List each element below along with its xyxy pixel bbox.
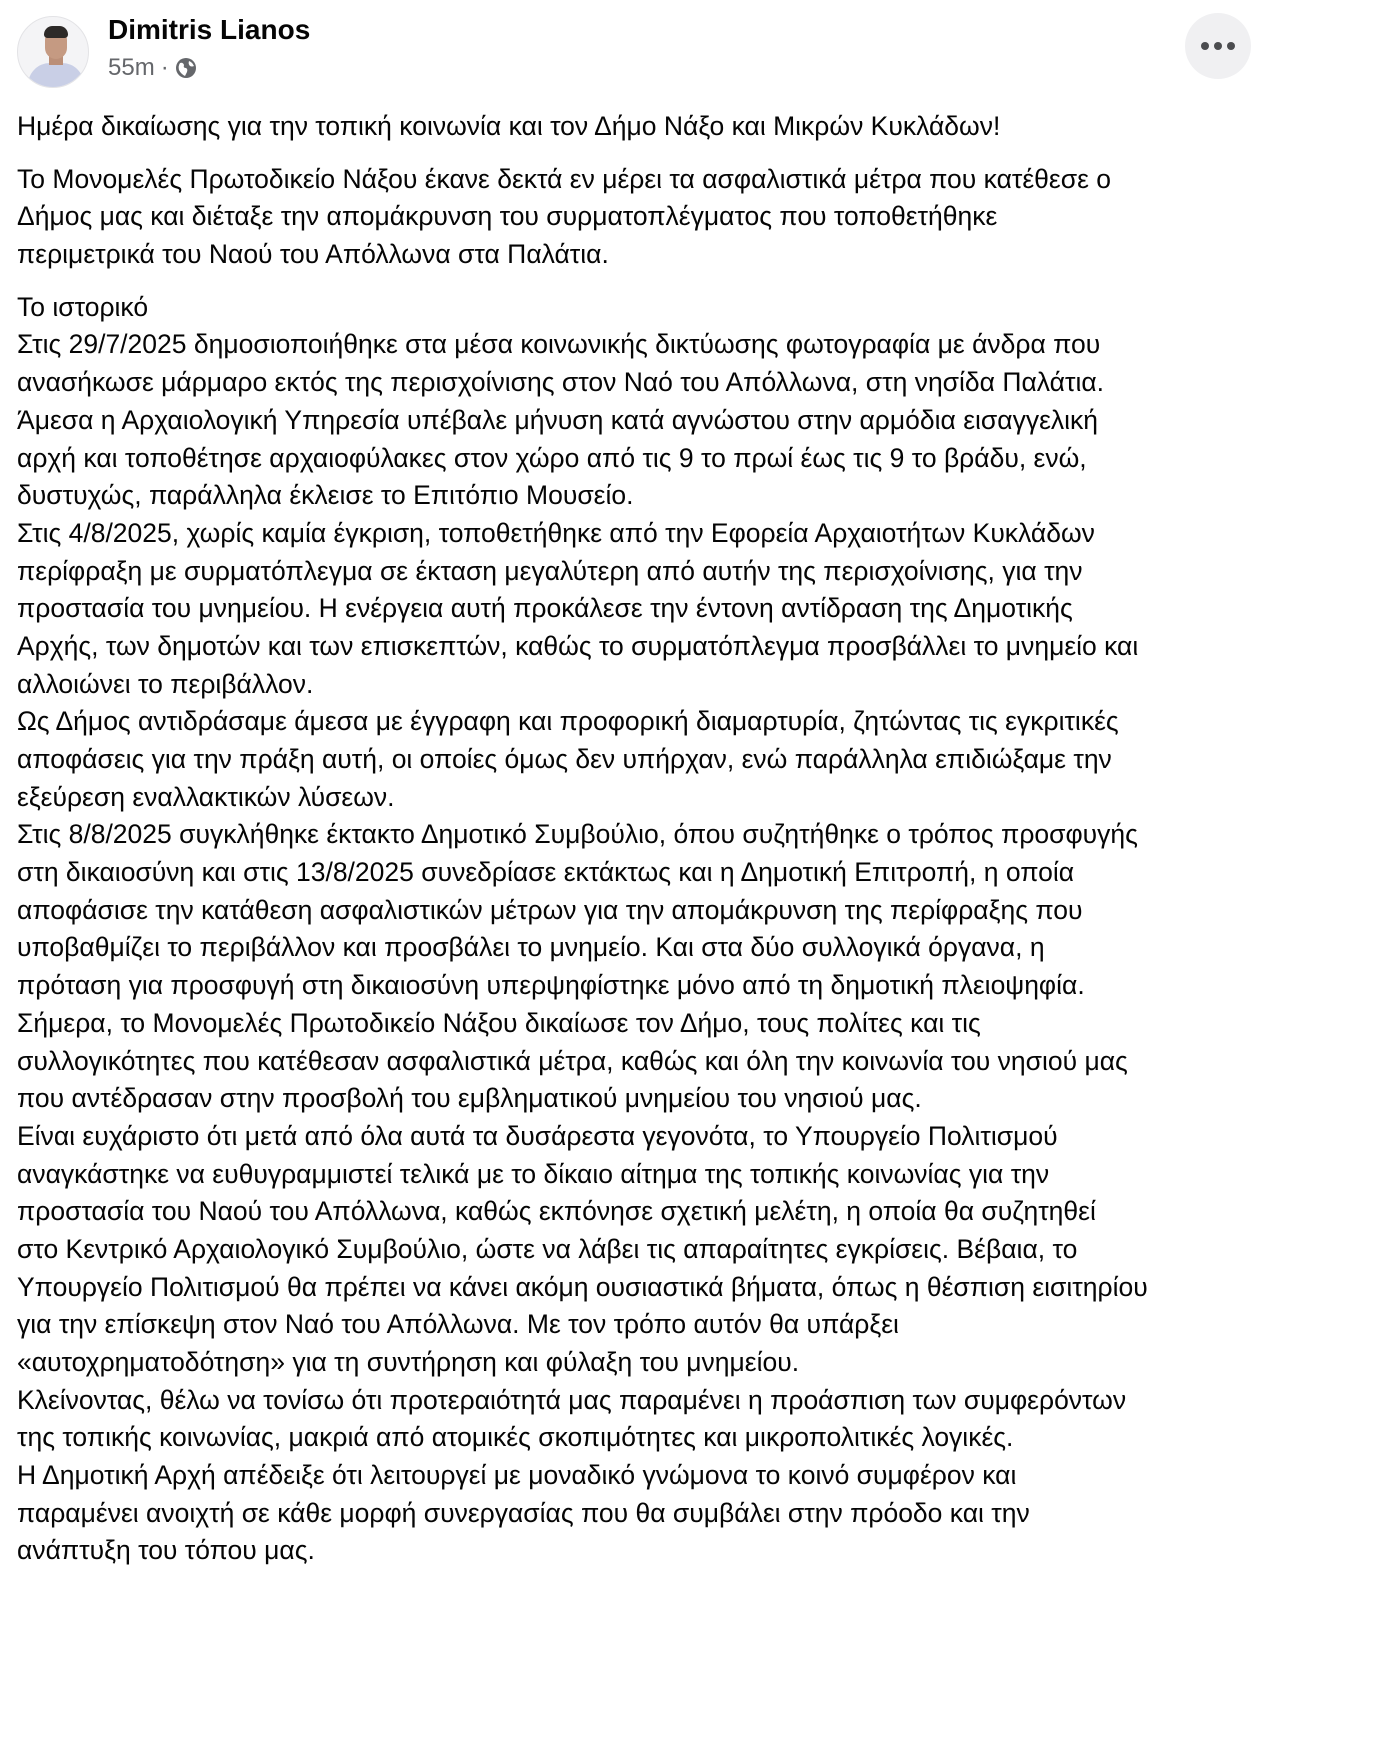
post-text-line: για την επίσκεψη στον Ναό του Απόλλωνα. Με τον τρόπο αυτόν θα υπάρξει (17, 1309, 899, 1340)
post-text-line: που αντέδρασαν στην προσβολή του εμβληματικού μνημείου του νησιού μας. (17, 1083, 922, 1114)
post-text-line: εξεύρεση εναλλακτικών λύσεων. (17, 781, 395, 812)
post-text-line: Ημέρα δικαίωσης για την τοπική κοινωνία και τον Δήμο Νάξο και Μικρών Κυκλάδων! (17, 111, 1001, 141)
more-options-icon-dot (1201, 42, 1209, 50)
post-text-line: Δήμος μας και διέταξε την απομάκρυνση του συρματοπλέγματος που τοποθετήθηκε (17, 201, 998, 232)
post-header (0, 0, 1390, 100)
post-text-line: της τοπικής κοινωνίας, μακριά από ατομικές σκοπιμότητες και μικροπολιτικές λογικές. (17, 1422, 1014, 1453)
post-text-line: Είναι ευχάριστο ότι μετά από όλα αυτά τα δυσάρεστα γεγονότα, το Υπουργείο Πολιτισμού (17, 1120, 1058, 1151)
post-paragraph (17, 289, 1390, 1570)
post-meta (108, 54, 197, 82)
globe-icon[interactable] (175, 57, 197, 79)
post-text-line: περίφραξη με συρματόπλεγμα σε έκταση μεγαλύτερη από αυτήν της περισχοίνισης, για την (17, 555, 1083, 586)
post-paragraph (17, 161, 1390, 274)
post-text-line: Το ιστορικό (17, 291, 149, 322)
post-text-line: Στις 8/8/2025 συγκλήθηκε έκτακτο Δημοτικό Συμβούλιο, όπου συζητήθηκε ο τρόπος προσφυγής (17, 819, 1138, 850)
post-text-line: δυστυχώς, παράλληλα έκλεισε το Επιτόπιο Μουσείο. (17, 480, 634, 511)
post-timestamp[interactable]: 55m (108, 54, 155, 81)
paragraph-gap (17, 146, 1390, 161)
post-text-line: πρόταση για προσφυγή στη δικαιοσύνη υπερψηφίστηκε μόνο από τη δημοτική πλειοψηφία. (17, 970, 1085, 1001)
avatar-shirt (28, 63, 84, 88)
post-text-line: Στις 29/7/2025 δημοσιοποιήθηκε στα μέσα κοινωνικής δικτύωσης φωτογραφία με άνδρα που (17, 329, 1101, 360)
post-text-line: Υπουργείο Πολιτισμού θα πρέπει να κάνει ακόμη ουσιαστικά βήματα, όπως η θέσπιση εισιτηρίου (17, 1271, 1148, 1302)
author-name[interactable]: Dimitris Lianos (108, 14, 311, 45)
post-text-line: αρχή και τοποθέτησε αρχαιοφύλακες στον χώρο από τις 9 το πρωί έως τις 9 το βράδυ, ενώ, (17, 442, 1087, 473)
post-text-line: Άμεσα η Αρχαιολογική Υπηρεσία υπέβαλε μήνυση κατά αγνώστου στην αρμόδια εισαγγελική (17, 404, 1099, 435)
post-text-line: ανασήκωσε μάρμαρο εκτός της περισχοίνισης στον Ναό του Απόλλωνα, στη νησίδα Παλάτια. (17, 367, 1105, 398)
more-options-icon-dot (1214, 42, 1222, 50)
post-text-line: περιμετρικά του Ναού του Απόλλωνα στα Παλάτια. (17, 239, 609, 270)
post-text-line: συλλογικότητες που κατέθεσαν ασφαλιστικά μέτρα, καθώς και όλη την κοινωνία του νησιού μας (17, 1045, 1128, 1076)
post-text-line: Κλείνοντας, θέλω να τονίσω ότι προτεραιότητά μας παραμένει η προάσπιση των συμφερόντων (17, 1384, 1127, 1415)
post-text-line: στο Κεντρικό Αρχαιολογικό Συμβούλιο, ώστε να λάβει τις απαραίτητες εγκρίσεις. Βέβαια, το (17, 1233, 1078, 1264)
post-body (17, 108, 1390, 1570)
post-text-line: υποβαθμίζει το περιβάλλον και προσβάλει το μνημείο. Και στα δύο συλλογικά όργανα, η (17, 932, 1045, 963)
post-text-line: ανάπτυξη του τόπου μας. (17, 1535, 315, 1566)
author-avatar[interactable] (17, 16, 89, 88)
paragraph-gap (17, 274, 1390, 289)
post-text-line: Σήμερα, το Μονομελές Πρωτοδικείο Νάξου δικαίωσε τον Δήμο, τους πολίτες και τις (17, 1007, 981, 1038)
post-text-line: παραμένει ανοιχτή σε κάθε μορφή συνεργασίας που θα συμβάλει στην πρόοδο και την (17, 1497, 1030, 1528)
more-options-icon-dot (1227, 42, 1235, 50)
post-paragraph (17, 108, 1390, 146)
post-text-line: προστασία του Ναού του Απόλλωνα, καθώς εκπόνησε σχετική μελέτη, η οποία θα συζητηθεί (17, 1196, 1096, 1227)
post-text-line: αποφάσεις για την πράξη αυτή, οι οποίες όμως δεν υπήρχαν, ενώ παράλληλα επιδιώξαμε την (17, 744, 1112, 774)
post-text-line: Ως Δήμος αντιδράσαμε άμεσα με έγγραφη και προφορική διαμαρτυρία, ζητώντας τις εγκριτικές (17, 706, 1119, 737)
post-text-line: στη δικαιοσύνη και στις 13/8/2025 συνεδρίασε εκτάκτως και η Δημοτική Επιτροπή, η οποία (17, 857, 1075, 888)
post-text-line: «αυτοχρηματοδότηση» για τη συντήρηση και φύλαξη του μνημείου. (17, 1347, 800, 1377)
post-text-line: αλλοιώνει το περιβάλλον. (17, 668, 314, 699)
post-text-line: Η Δημοτική Αρχή απέδειξε ότι λειτουργεί με μοναδικό γνώμονα το κοινό συμφέρον και (17, 1460, 1017, 1491)
post-text-line: αποφάσισε την κατάθεση ασφαλιστικών μέτρων για την απομάκρυνση της περίφραξης που (17, 894, 1083, 925)
post-text-line: αναγκάστηκε να ευθυγραμμιστεί τελικά με το δίκαιο αίτημα της τοπικής κοινωνίας για την (17, 1158, 1050, 1189)
meta-separator: · (160, 54, 169, 81)
post-text-line: Το Μονομελές Πρωτοδικείο Νάξου έκανε δεκτά εν μέρει τα ασφαλιστικά μέτρα που κατέθεσε ο (17, 163, 1112, 194)
post-text-line: Στις 4/8/2025, χωρίς καμία έγκριση, τοποθετήθηκε από την Εφορεία Αρχαιοτήτων Κυκλάδων (17, 517, 1095, 548)
post-text-line: Αρχής, των δημοτών και των επισκεπτών, καθώς το συρματόπλεγμα προσβάλλει το μνημείο και (17, 630, 1139, 661)
avatar-hair (44, 26, 68, 38)
more-options-button[interactable] (1185, 13, 1251, 79)
post-text-line: προστασία του μνημείου. Η ενέργεια αυτή προκάλεσε την έντονη αντίδραση της Δημοτικής (17, 593, 1073, 624)
